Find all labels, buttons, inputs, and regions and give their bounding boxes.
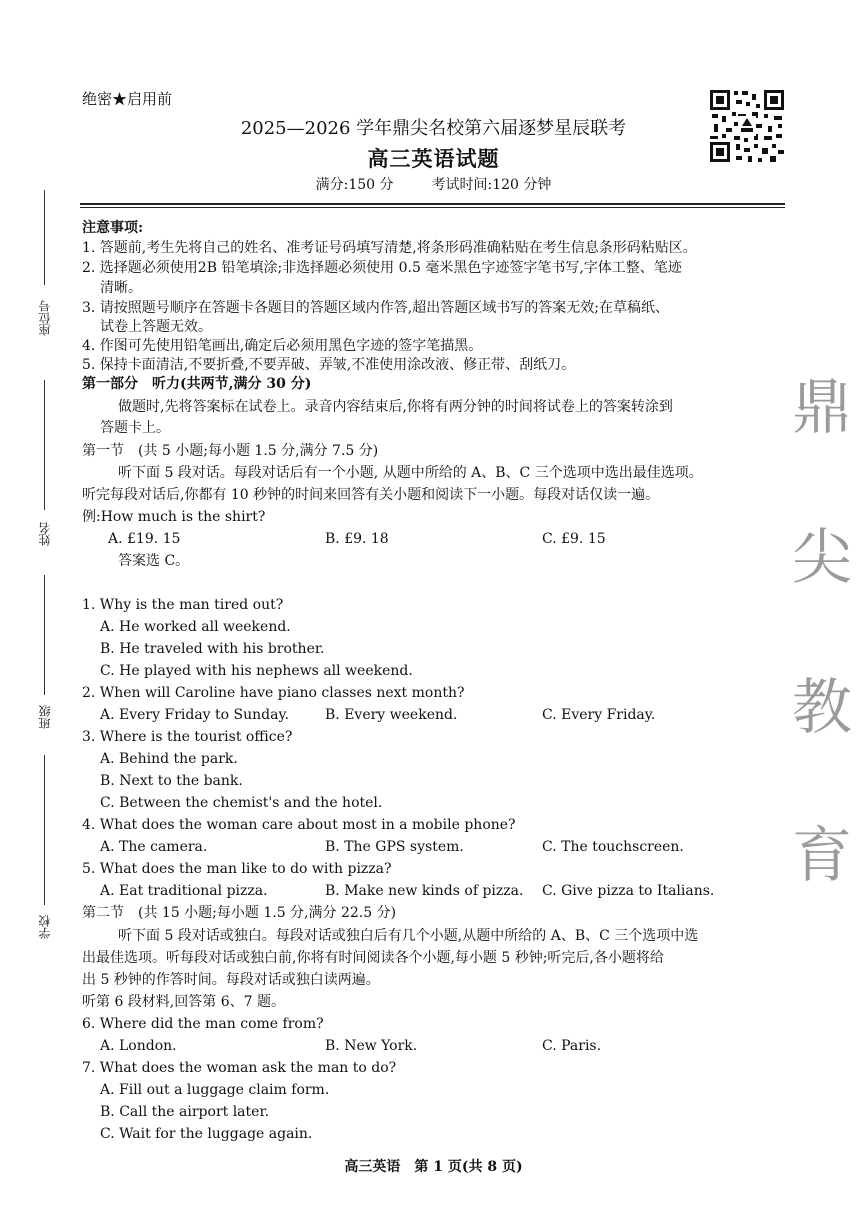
header-rule-thick bbox=[80, 203, 785, 205]
question: 7. What does the woman ask the man to do? bbox=[82, 1060, 397, 1076]
watermark-char: 尖 bbox=[792, 523, 852, 593]
section2-intro: 听下面 5 段对话或独白。每段对话或独白后有几个小题,从题中所给的 A、B、C 三个选项中选 bbox=[118, 928, 699, 944]
option: C. He played with his nephews all weekend. bbox=[100, 663, 413, 679]
question: 6. Where did the man come from? bbox=[82, 1016, 324, 1032]
exam-meta bbox=[0, 174, 867, 194]
note-item: 试卷上答题无效。 bbox=[100, 319, 212, 335]
section2-intro: 出最佳选项。听每段对话或独白前,你将有时间阅读各个小题,每小题 5 秒钟;听完后,各小题将给 bbox=[82, 950, 664, 966]
school-label: 学校 bbox=[38, 915, 52, 939]
notes-title: 注意事项: bbox=[82, 220, 144, 236]
note-item: 3. 请按照题号顺序在答题卡各题目的答题区域内作答,超出答题区域书写的答案无效;在草稿纸、 bbox=[82, 300, 669, 316]
example-answer: 答案选 C。 bbox=[118, 553, 190, 569]
qr-code-icon[interactable] bbox=[708, 88, 786, 164]
binding-line bbox=[44, 190, 45, 285]
binding-line bbox=[44, 380, 45, 510]
question: 2. When will Caroline have piano classes next month? bbox=[82, 685, 465, 701]
option: A. The camera. bbox=[100, 839, 208, 855]
option: C. Paris. bbox=[542, 1038, 602, 1054]
section1-title: 第一节 (共 5 小题;每小题 1.5 分,满分 7.5 分) bbox=[82, 443, 379, 459]
full-score: 满分:150 分 bbox=[315, 177, 394, 193]
note-item: 4. 作图可先使用铅笔画出,确定后必须用黑色字迹的签字笔描黑。 bbox=[82, 338, 483, 354]
note-item: 2. 选择题必须使用2B 铅笔填涂;非选择题必须使用 0.5 毫米黑色字迹签字笔书写,字体工整、笔迹 bbox=[82, 260, 682, 276]
example-option: C. £9. 15 bbox=[542, 531, 606, 547]
part1-intro: 做题时,先将答案标在试卷上。录音内容结束后,你将有两分钟的时间将试卷上的答案转涂到 bbox=[118, 399, 673, 415]
option: B. Make new kinds of pizza. bbox=[325, 883, 524, 899]
binding-line bbox=[44, 575, 45, 695]
option: A. He worked all weekend. bbox=[100, 619, 291, 635]
watermark-char: 育 bbox=[792, 821, 852, 891]
option: A. Eat traditional pizza. bbox=[100, 883, 268, 899]
option: A. Every Friday to Sunday. bbox=[100, 707, 289, 723]
option: B. The GPS system. bbox=[325, 839, 464, 855]
note-item: 1. 答题前,考生先将自己的姓名、准考证号码填写清楚,将条形码准确粘贴在考生信息条形码粘贴区。 bbox=[82, 240, 697, 256]
option: B. Next to the bank. bbox=[100, 773, 243, 789]
class-label: 班级 bbox=[38, 705, 52, 729]
paper-title: 高三英语试题 bbox=[367, 146, 500, 171]
note-item: 清晰。 bbox=[100, 280, 142, 296]
option: B. New York. bbox=[325, 1038, 418, 1054]
page-footer: 高三英语 第 1 页(共 8 页) bbox=[344, 1159, 523, 1175]
section1-intro: 听下面 5 段对话。每段对话后有一个小题, 从题中所给的 A、B、C 三个选项中选出最佳选项。 bbox=[118, 465, 703, 481]
name-label: 姓名 bbox=[38, 522, 52, 546]
option: C. The touchscreen. bbox=[542, 839, 684, 855]
question: 3. Where is the tourist office? bbox=[82, 729, 293, 745]
option: A. London. bbox=[100, 1038, 177, 1054]
note-item: 5. 保持卡面清洁,不要折叠,不要弄破、弄皱,不准使用涂改液、修正带、刮纸刀。 bbox=[82, 357, 576, 373]
example-option: A. £19. 15 bbox=[108, 531, 181, 547]
binding-line bbox=[44, 755, 45, 905]
example-question: 例:How much is the shirt? bbox=[82, 509, 266, 525]
seat-number-label: 座位号 bbox=[38, 300, 52, 336]
watermark-char: 鼎 bbox=[792, 373, 852, 443]
question: 4. What does the woman care about most in a mobile phone? bbox=[82, 817, 516, 833]
option: C. Wait for the luggage again. bbox=[100, 1126, 313, 1142]
question: 1. Why is the man tired out? bbox=[82, 597, 284, 613]
example-option: B. £9. 18 bbox=[325, 531, 389, 547]
material-instruction: 听第 6 段材料,回答第 6、7 题。 bbox=[82, 994, 285, 1010]
section2-intro: 出 5 秒钟的作答时间。每段对话或独白读两遍。 bbox=[82, 972, 380, 988]
option: B. Every weekend. bbox=[325, 707, 458, 723]
part1-intro: 答题卡上。 bbox=[100, 420, 170, 436]
exam-title: 2025—2026 学年鼎尖名校第六届逐梦星辰联考 bbox=[240, 118, 627, 139]
confidential-label: 绝密★启用前 bbox=[82, 90, 173, 108]
option: A. Fill out a luggage claim form. bbox=[100, 1082, 330, 1098]
option: C. Between the chemist's and the hotel. bbox=[100, 795, 383, 811]
exam-time: 考试时间:120 分钟 bbox=[431, 177, 552, 193]
watermark-char: 教 bbox=[792, 673, 852, 743]
question: 5. What does the man like to do with pizza? bbox=[82, 861, 392, 877]
option: C. Every Friday. bbox=[542, 707, 656, 723]
option: B. He traveled with his brother. bbox=[100, 641, 325, 657]
option: C. Give pizza to Italians. bbox=[542, 883, 715, 899]
section2-title: 第二节 (共 15 小题;每小题 1.5 分,满分 22.5 分) bbox=[82, 905, 397, 921]
header-rule-thin bbox=[80, 207, 785, 208]
option: B. Call the airport later. bbox=[100, 1104, 270, 1120]
part1-title: 第一部分 听力(共两节,满分 30 分) bbox=[82, 376, 312, 392]
section1-intro: 听完每段对话后,你都有 10 秒钟的时间来回答有关小题和阅读下一小题。每段对话仅读一遍。 bbox=[82, 487, 660, 503]
option: A. Behind the park. bbox=[100, 751, 238, 767]
